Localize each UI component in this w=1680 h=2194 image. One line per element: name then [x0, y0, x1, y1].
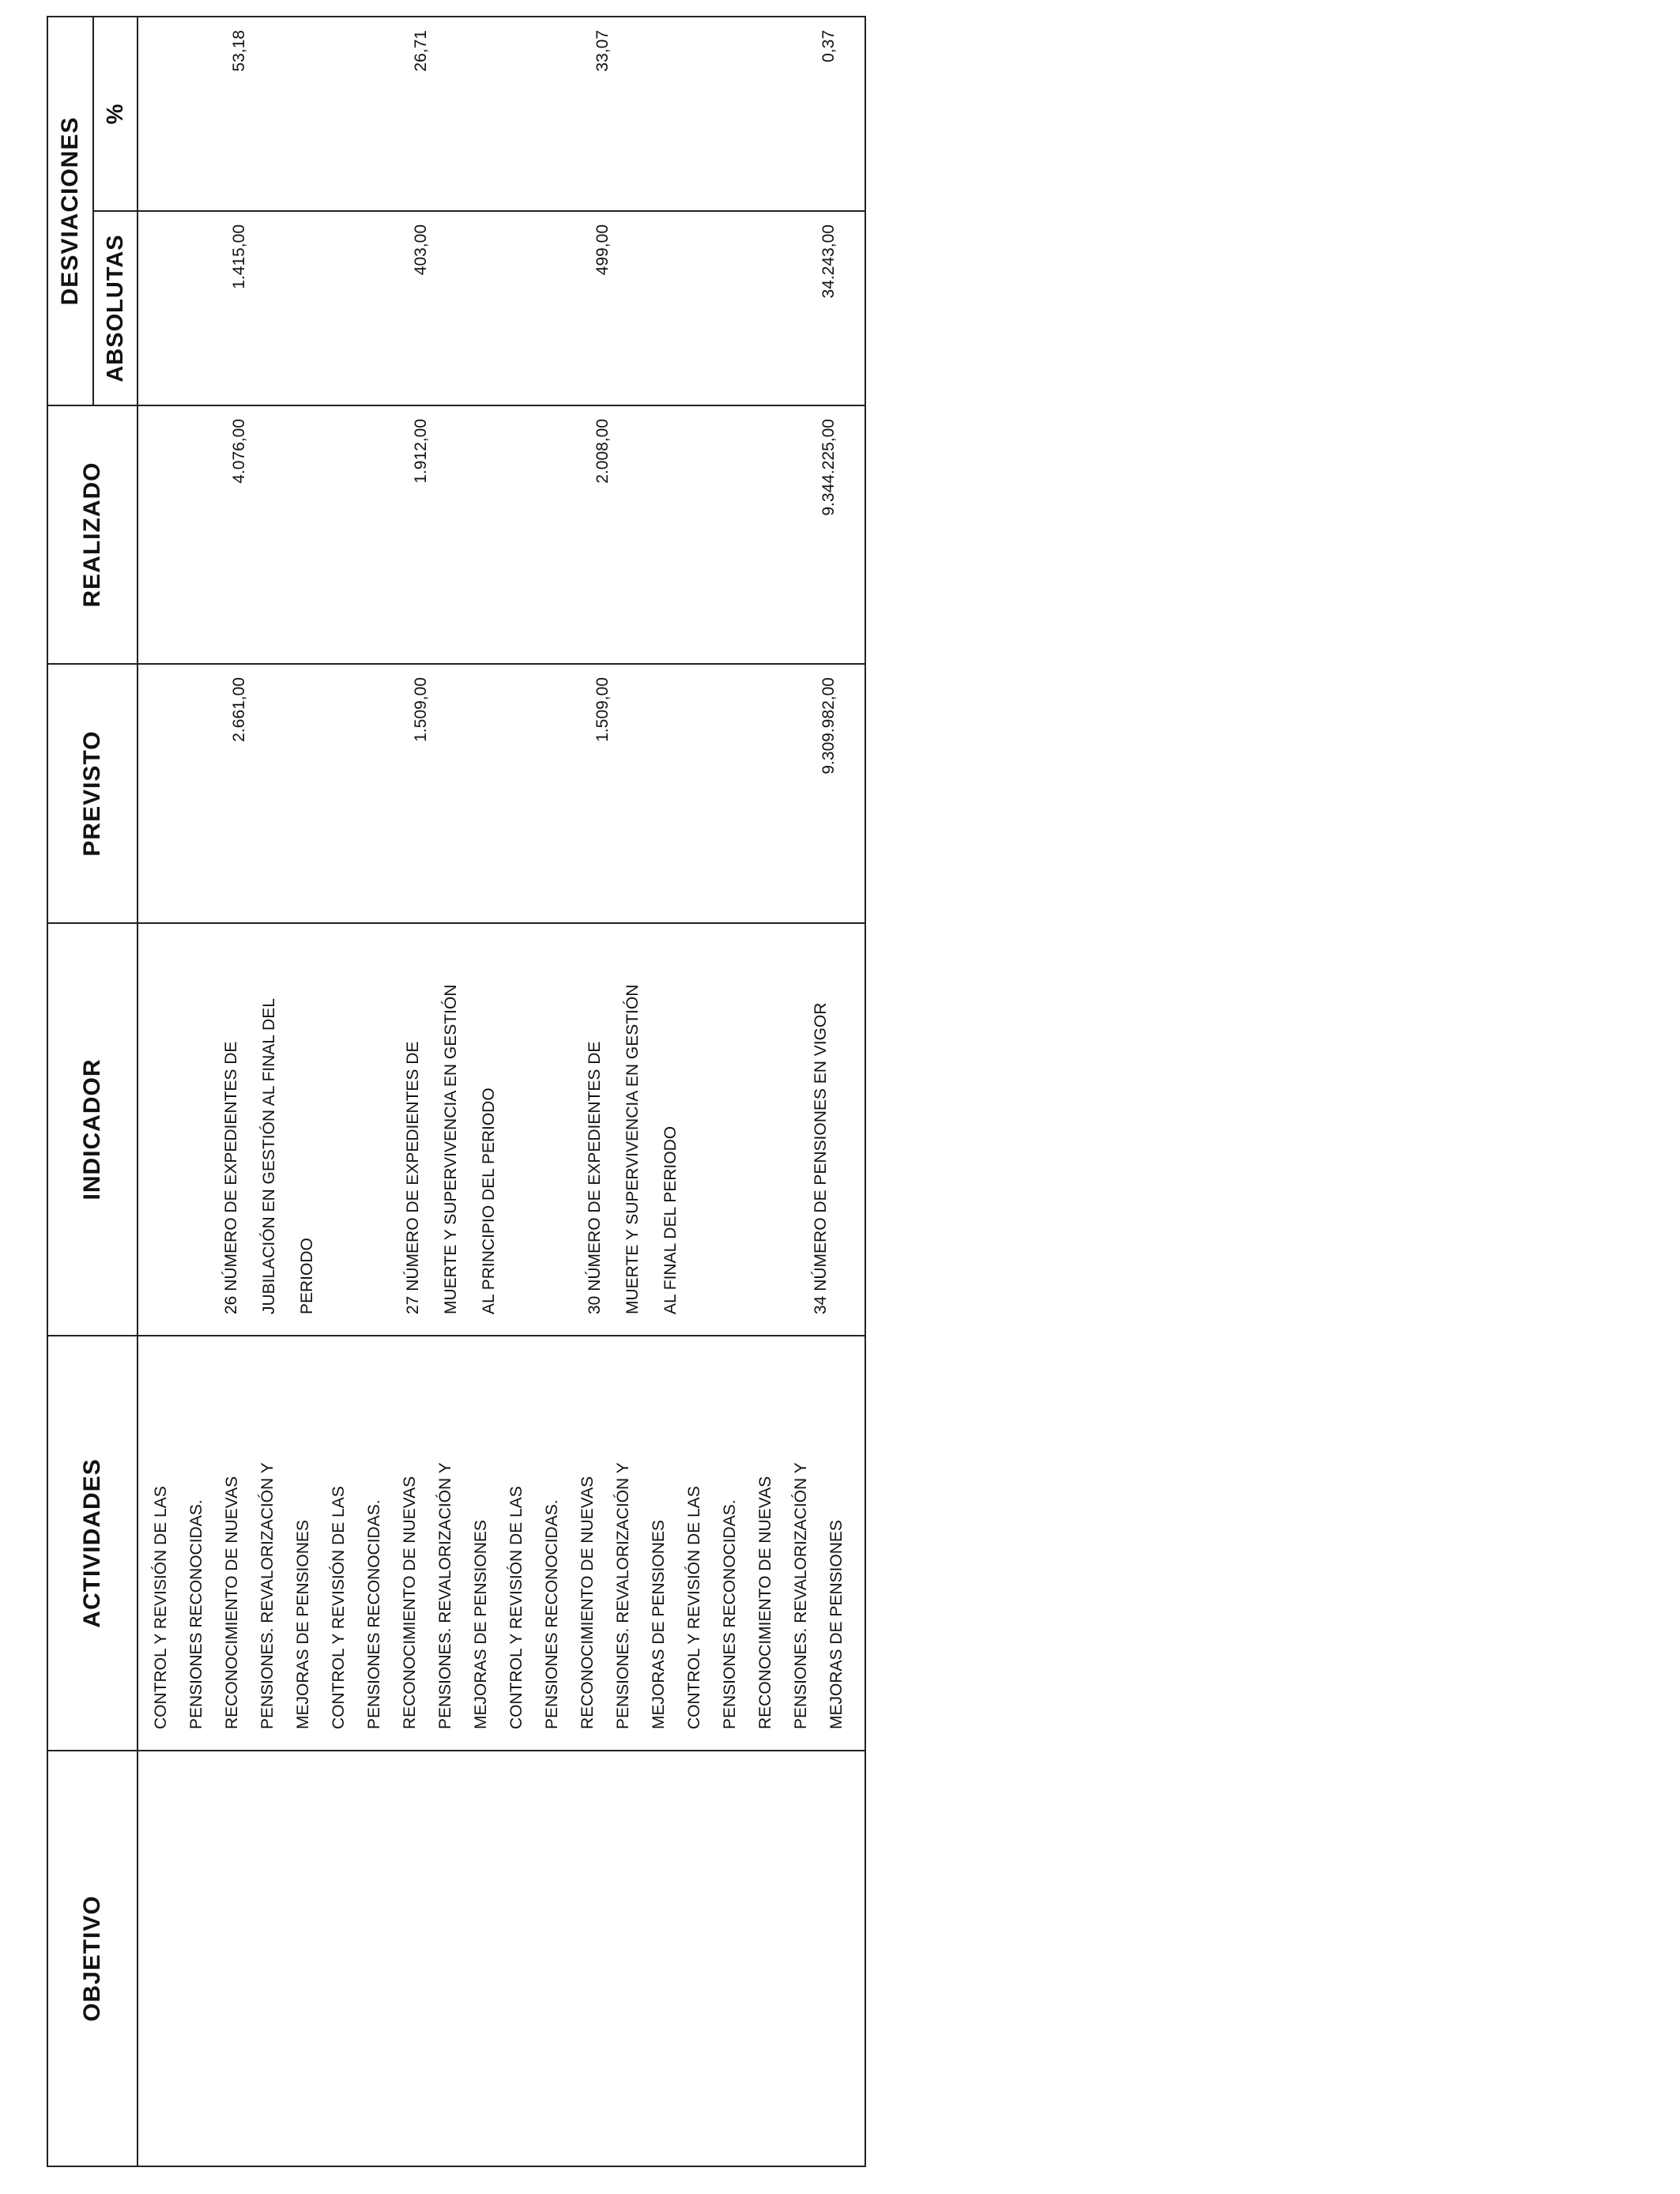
header-actividades: ACTIVIDADES [47, 1336, 137, 1751]
header-realizado: REALIZADO [47, 405, 137, 664]
previsto-value: 2.661,00 [230, 677, 248, 742]
porcentaje-cell [137, 17, 865, 211]
header-objetivo: OBJETIVO [47, 1751, 137, 2166]
header-porcentaje: % [93, 17, 137, 211]
realizado-value: 1.912,00 [412, 419, 430, 484]
absolutas-value: 34.243,00 [819, 224, 838, 299]
header-absolutas: ABSOLUTAS [93, 211, 137, 405]
realizado-value: 2.008,00 [593, 419, 612, 484]
absolutas-value: 499,00 [593, 224, 612, 276]
previsto-value: 1.509,00 [412, 677, 430, 742]
indicador-item: 26 NÚMERO DE EXPEDIENTES DE JUBILACIÓN EN GESTIÓN AL FINAL DEL PERIODO [222, 998, 316, 1314]
porcentaje-value: 26,71 [412, 30, 430, 72]
actividad-item: CONTROL Y REVISIÓN DE LAS PENSIONES RECONOCIDAS. RECONOCIMIENTO DE NUEVAS PENSIONES. REVALORIZACIÓN Y MEJORAS DE PENSIONES [507, 1462, 668, 1729]
header-desviaciones: DESVIACIONES [47, 17, 93, 405]
indicador-item: 27 NÚMERO DE EXPEDIENTES DE MUERTE Y SUPERVIVENCIA EN GESTIÓN AL PRINCIPIO DEL PERIODO [404, 984, 498, 1314]
actividad-item: CONTROL Y REVISIÓN DE LAS PENSIONES RECONOCIDAS. RECONOCIMIENTO DE NUEVAS PENSIONES. REVALORIZACIÓN Y MEJORAS DE PENSIONES [330, 1462, 490, 1729]
realizado-value: 4.076,00 [230, 419, 248, 484]
header-previsto: PREVISTO [47, 664, 137, 923]
porcentaje-value: 33,07 [593, 30, 612, 72]
porcentaje-value: 53,18 [230, 30, 248, 72]
realizado-value: 9.344.225,00 [819, 419, 838, 516]
absolutas-cell [137, 211, 865, 405]
objetivo-cell [137, 1751, 865, 2166]
actividades-cell [137, 1336, 865, 1751]
actividad-item: CONTROL Y REVISIÓN DE LAS PENSIONES RECONOCIDAS. RECONOCIMIENTO DE NUEVAS PENSIONES. REVALORIZACIÓN Y MEJORAS DE PENSIONES [685, 1462, 846, 1729]
indicador-item: 30 NÚMERO DE EXPEDIENTES DE MUERTE Y SUPERVIVENCIA EN GESTIÓN AL FINAL DEL PERIODO [586, 984, 680, 1314]
header-indicador: INDICADOR [47, 923, 137, 1336]
previsto-value: 9.309.982,00 [819, 677, 838, 775]
actividad-item: CONTROL Y REVISIÓN DE LAS PENSIONES RECONOCIDAS. RECONOCIMIENTO DE NUEVAS PENSIONES. REVALORIZACIÓN Y MEJORAS DE PENSIONES [152, 1462, 312, 1729]
indicador-cell [137, 923, 865, 1336]
rotated-table-sheet [47, 17, 866, 2167]
absolutas-value: 1.415,00 [230, 224, 248, 289]
indicators-table [47, 16, 866, 2167]
header-row-1 [47, 17, 93, 2166]
previsto-value: 1.509,00 [593, 677, 612, 742]
indicador-item: 34 NÚMERO DE PENSIONES EN VIGOR [812, 1002, 830, 1314]
previsto-cell [137, 664, 865, 923]
absolutas-value: 403,00 [412, 224, 430, 276]
body-row [137, 17, 865, 2166]
realizado-cell [137, 405, 865, 664]
porcentaje-value: 0,37 [819, 30, 838, 62]
